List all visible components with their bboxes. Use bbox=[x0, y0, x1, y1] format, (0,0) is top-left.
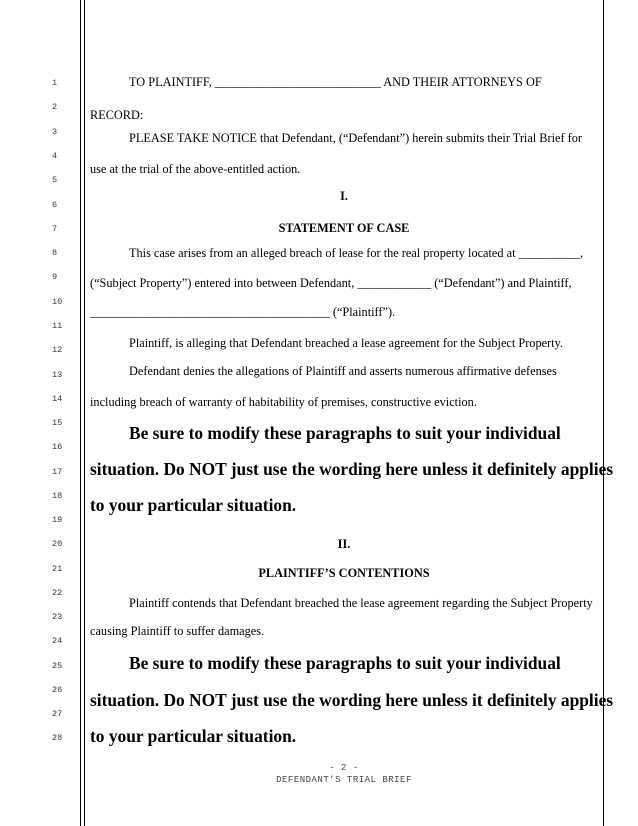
case-paragraph-line: Defendant denies the allegations of Plaintiff and asserts numerous affirmative defenses bbox=[129, 364, 557, 378]
line-number: 22 bbox=[52, 588, 63, 598]
line-number: 24 bbox=[52, 636, 63, 646]
contentions-paragraph-line: causing Plaintiff to suffer damages. bbox=[90, 624, 265, 638]
line-number: 1 bbox=[52, 78, 58, 88]
salutation-record: RECORD: bbox=[90, 108, 144, 122]
line-number: 14 bbox=[52, 394, 63, 404]
modify-note-line: to your particular situation. bbox=[90, 495, 297, 515]
modify-note-line: to your particular situation. bbox=[90, 726, 297, 746]
line-number: 3 bbox=[52, 127, 58, 137]
section-number: II. bbox=[337, 537, 351, 551]
section-heading: STATEMENT OF CASE bbox=[278, 221, 410, 235]
notice-paragraph-line: PLEASE TAKE NOTICE that Defendant, (“Defendant”) herein submits their Trial Brief for bbox=[129, 131, 582, 145]
footer-title: DEFENDANT’S TRIAL BRIEF bbox=[276, 775, 412, 785]
line-number: 5 bbox=[52, 175, 58, 185]
line-number: 9 bbox=[52, 272, 58, 282]
line-number: 18 bbox=[52, 491, 63, 501]
line-number: 8 bbox=[52, 248, 58, 258]
line-number: 10 bbox=[52, 297, 63, 307]
section-heading: PLAINTIFF’S CONTENTIONS bbox=[258, 566, 430, 580]
line-number: 19 bbox=[52, 515, 63, 525]
line-number: 6 bbox=[52, 200, 58, 210]
line-number: 26 bbox=[52, 685, 63, 695]
left-margin-rule-inner bbox=[84, 0, 85, 826]
line-number: 4 bbox=[52, 151, 58, 161]
line-number: 23 bbox=[52, 612, 63, 622]
line-number: 28 bbox=[52, 733, 63, 743]
notice-paragraph-line: use at the trial of the above-entitled action. bbox=[90, 162, 301, 176]
line-number: 16 bbox=[52, 442, 63, 452]
contentions-paragraph-line: Plaintiff contends that Defendant breached the lease agreement regarding the Subject Property bbox=[129, 596, 593, 610]
case-paragraph-line: This case arises from an alleged breach of lease for the real property located at __________, bbox=[129, 246, 584, 260]
line-number: 20 bbox=[52, 539, 63, 549]
case-paragraph-line: including breach of warranty of habitability of premises, constructive eviction. bbox=[90, 395, 477, 409]
case-paragraph-line: _______________________________________ (“Plaintiff”). bbox=[90, 305, 396, 319]
modify-note-line: Be sure to modify these paragraphs to suit your individual bbox=[129, 653, 561, 673]
line-number: 15 bbox=[52, 418, 63, 428]
line-number: 21 bbox=[52, 564, 63, 574]
line-number: 17 bbox=[52, 467, 63, 477]
modify-note-line: Be sure to modify these paragraphs to suit your individual bbox=[129, 423, 561, 443]
left-margin-rule-outer bbox=[80, 0, 81, 826]
case-paragraph-line: Plaintiff, is alleging that Defendant breached a lease agreement for the Subject Property. bbox=[129, 336, 563, 350]
page-number: - 2 - bbox=[329, 763, 359, 773]
case-paragraph-line: (“Subject Property”) entered into between Defendant, ____________ (“Defendant”) and Plaintiff, bbox=[90, 276, 572, 290]
line-number: 25 bbox=[52, 661, 63, 671]
line-number: 7 bbox=[52, 224, 58, 234]
line-number: 11 bbox=[52, 321, 63, 331]
salutation-line: TO PLAINTIFF, ___________________________ AND THEIR ATTORNEYS OF bbox=[129, 75, 542, 89]
section-number: I. bbox=[340, 189, 348, 203]
modify-note-line: situation. Do NOT just use the wording here unless it definitely applies bbox=[90, 690, 614, 710]
line-number: 2 bbox=[52, 102, 58, 112]
modify-note-line: situation. Do NOT just use the wording here unless it definitely applies bbox=[90, 459, 614, 479]
line-number: 27 bbox=[52, 709, 63, 719]
line-number: 13 bbox=[52, 370, 63, 380]
line-number: 12 bbox=[52, 345, 63, 355]
